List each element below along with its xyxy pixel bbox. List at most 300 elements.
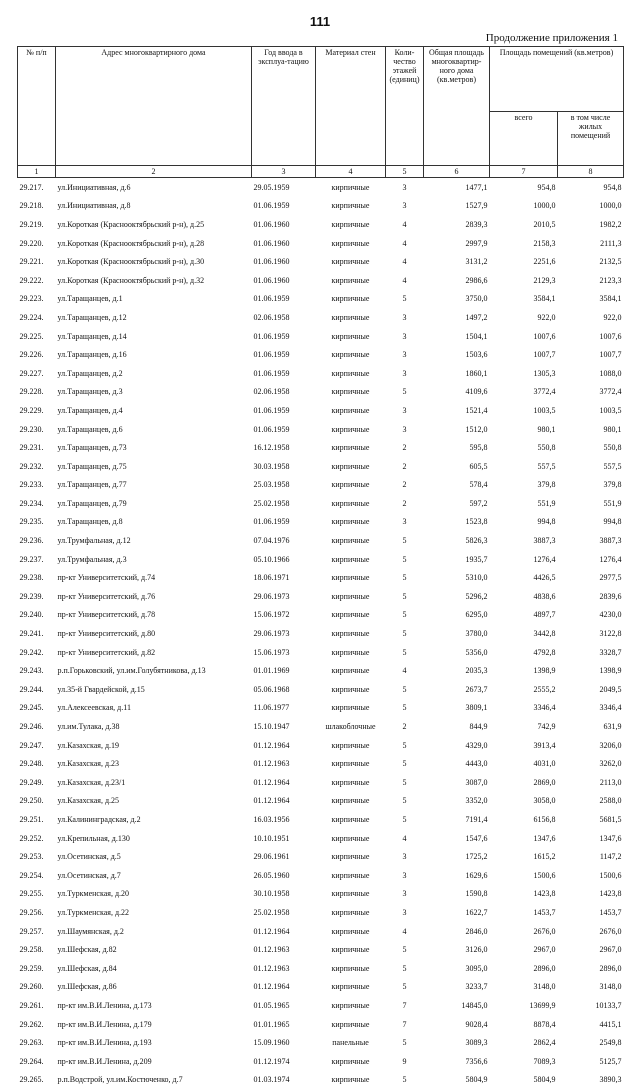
row-address: ул.Таращанцев, д.14 [56,327,252,346]
row-floors: 5 [386,940,424,959]
row-floors: 5 [386,792,424,811]
table-row [18,401,624,420]
row-year: 01.12.1963 [252,959,316,978]
row-premises-all: 6156,8 [490,810,558,829]
row-premises-living: 1007,7 [558,345,624,364]
row-floors: 5 [386,606,424,625]
column-number: 6 [424,166,490,178]
row-year: 01.12.1963 [252,754,316,773]
row-address: ул.Таращанцев, д.75 [56,457,252,476]
row-premises-living: 2676,0 [558,922,624,941]
row-material: кирпичные [316,1052,386,1071]
row-material: кирпичные [316,680,386,699]
row-number: 29.222. [18,271,56,290]
row-number: 29.251. [18,810,56,829]
row-total-area: 1497,2 [424,308,490,327]
row-premises-living: 631,9 [558,717,624,736]
row-address: р.п.Горьковский, ул.им.Голубятникова, д.13 [56,661,252,680]
table-row [18,364,624,383]
row-premises-all: 3058,0 [490,792,558,811]
row-floors: 2 [386,717,424,736]
row-floors: 5 [386,550,424,569]
table-row [18,680,624,699]
row-year: 01.06.1959 [252,364,316,383]
table-row [18,885,624,904]
row-year: 01.12.1964 [252,736,316,755]
row-number: 29.237. [18,550,56,569]
row-material: кирпичные [316,252,386,271]
row-floors: 3 [386,903,424,922]
row-premises-all: 7089,3 [490,1052,558,1071]
row-material: кирпичные [316,606,386,625]
row-premises-all: 1007,7 [490,345,558,364]
row-floors: 5 [386,1033,424,1052]
row-number: 29.238. [18,568,56,587]
row-total-area: 3087,0 [424,773,490,792]
row-total-area: 2035,3 [424,661,490,680]
row-floors: 5 [386,624,424,643]
table-row [18,1052,624,1071]
row-floors: 5 [386,383,424,402]
row-material: кирпичные [316,847,386,866]
header-floors: Коли-чество этажей (единиц) [386,47,424,166]
table-row [18,271,624,290]
table-row [18,996,624,1015]
row-year: 18.06.1971 [252,568,316,587]
row-total-area: 1503,6 [424,345,490,364]
row-address: ул.Инициативная, д.6 [56,178,252,197]
row-premises-all: 13699,9 [490,996,558,1015]
row-premises-living: 3148,0 [558,978,624,997]
row-material: кирпичные [316,1015,386,1034]
row-floors: 4 [386,922,424,941]
row-total-area: 3126,0 [424,940,490,959]
row-address: ул.Туркменская, д.20 [56,885,252,904]
row-premises-all: 994,8 [490,513,558,532]
row-material: кирпичные [316,308,386,327]
row-total-area: 3233,7 [424,978,490,997]
row-address: ул.им.Тулака, д.38 [56,717,252,736]
row-premises-living: 550,8 [558,438,624,457]
row-number: 29.229. [18,401,56,420]
row-number: 29.247. [18,736,56,755]
row-total-area: 2997,9 [424,234,490,253]
row-premises-living: 3262,0 [558,754,624,773]
row-premises-living: 3772,4 [558,383,624,402]
row-floors: 5 [386,736,424,755]
table-row [18,847,624,866]
row-year: 01.12.1974 [252,1052,316,1071]
row-material: кирпичные [316,996,386,1015]
row-material: кирпичные [316,383,386,402]
row-address: ул.Таращанцев, д.79 [56,494,252,513]
row-premises-living: 1276,4 [558,550,624,569]
row-material: кирпичные [316,327,386,346]
row-material: кирпичные [316,438,386,457]
row-premises-living: 1007,6 [558,327,624,346]
row-premises-all: 1003,5 [490,401,558,420]
row-total-area: 2986,6 [424,271,490,290]
row-premises-all: 2158,3 [490,234,558,253]
row-material: кирпичные [316,476,386,495]
row-floors: 7 [386,1015,424,1034]
table-row [18,903,624,922]
row-premises-all: 550,8 [490,438,558,457]
row-address: ул.Инициативная, д.8 [56,197,252,216]
row-premises-living: 10133,7 [558,996,624,1015]
row-year: 29.06.1961 [252,847,316,866]
row-premises-living: 551,9 [558,494,624,513]
row-floors: 3 [386,847,424,866]
row-total-area: 1547,6 [424,829,490,848]
row-floors: 4 [386,271,424,290]
row-number: 29.246. [18,717,56,736]
row-year: 16.12.1958 [252,438,316,457]
row-address: ул.Таращанцев, д.3 [56,383,252,402]
row-premises-living: 5681,5 [558,810,624,829]
table-row [18,308,624,327]
row-address: ул.Таращанцев, д.73 [56,438,252,457]
row-floors: 4 [386,252,424,271]
row-total-area: 3131,2 [424,252,490,271]
row-number: 29.230. [18,420,56,439]
row-total-area: 1622,7 [424,903,490,922]
table-row [18,178,624,197]
column-number: 3 [252,166,316,178]
row-premises-living: 1000,0 [558,197,624,216]
table-row [18,1015,624,1034]
row-material: кирпичные [316,810,386,829]
row-material: кирпичные [316,866,386,885]
apartment-buildings-table [17,46,624,1089]
row-material: кирпичные [316,215,386,234]
row-premises-living: 3584,1 [558,290,624,309]
row-material: кирпичные [316,531,386,550]
row-address: ул.Таращанцев, д.6 [56,420,252,439]
row-premises-living: 3328,7 [558,643,624,662]
row-premises-all: 557,5 [490,457,558,476]
row-number: 29.220. [18,234,56,253]
row-year: 01.06.1960 [252,271,316,290]
row-premises-living: 3122,8 [558,624,624,643]
row-total-area: 2839,3 [424,215,490,234]
row-floors: 3 [386,885,424,904]
row-number: 29.228. [18,383,56,402]
row-address: ул.Шефская, д.82 [56,940,252,959]
row-floors: 7 [386,996,424,1015]
row-number: 29.241. [18,624,56,643]
row-premises-all: 1500,6 [490,866,558,885]
page-number: 111 [0,14,640,29]
row-address: ул.Таращанцев, д.1 [56,290,252,309]
row-floors: 4 [386,829,424,848]
row-material: кирпичные [316,773,386,792]
table-row [18,699,624,718]
table-row [18,643,624,662]
row-premises-all: 1615,2 [490,847,558,866]
row-premises-all: 980,1 [490,420,558,439]
row-premises-all: 1000,0 [490,197,558,216]
row-premises-all: 1007,6 [490,327,558,346]
table-row [18,717,624,736]
row-address: пр-кт им.В.И.Ленина, д.179 [56,1015,252,1034]
row-material: кирпичные [316,364,386,383]
row-address: ул.Таращанцев, д.2 [56,364,252,383]
row-total-area: 3095,0 [424,959,490,978]
row-number: 29.235. [18,513,56,532]
row-number: 29.226. [18,345,56,364]
row-total-area: 6295,0 [424,606,490,625]
row-material: кирпичные [316,754,386,773]
column-number: 5 [386,166,424,178]
row-premises-all: 2251,6 [490,252,558,271]
row-number: 29.255. [18,885,56,904]
row-total-area: 3089,3 [424,1033,490,1052]
row-floors: 5 [386,773,424,792]
row-premises-all: 1305,3 [490,364,558,383]
row-premises-all: 2967,0 [490,940,558,959]
row-year: 01.06.1960 [252,215,316,234]
row-material: кирпичные [316,401,386,420]
row-address: пр-кт им.В.И.Ленина, д.173 [56,996,252,1015]
row-floors: 3 [386,197,424,216]
row-total-area: 1527,9 [424,197,490,216]
row-address: ул.Короткая (Краснооктябрьский р-н), д.32 [56,271,252,290]
row-number: 29.217. [18,178,56,197]
row-premises-all: 2862,4 [490,1033,558,1052]
row-premises-all: 4897,7 [490,606,558,625]
row-year: 01.05.1965 [252,996,316,1015]
table-row [18,438,624,457]
table-row [18,1071,624,1089]
row-total-area: 844,9 [424,717,490,736]
row-premises-all: 1453,7 [490,903,558,922]
row-year: 29.05.1959 [252,178,316,197]
row-total-area: 2673,7 [424,680,490,699]
row-premises-living: 1003,5 [558,401,624,420]
row-address: ул.Шаумянская, д.2 [56,922,252,941]
row-number: 29.264. [18,1052,56,1071]
row-material: кирпичные [316,494,386,513]
row-premises-living: 922,0 [558,308,624,327]
row-number: 29.223. [18,290,56,309]
row-material: кирпичные [316,661,386,680]
row-premises-living: 2113,0 [558,773,624,792]
row-number: 29.221. [18,252,56,271]
row-address: ул.Крепильная, д.130 [56,829,252,848]
row-year: 01.12.1964 [252,792,316,811]
row-number: 29.244. [18,680,56,699]
row-material: кирпичные [316,197,386,216]
row-premises-living: 1347,6 [558,829,624,848]
row-year: 29.06.1973 [252,624,316,643]
row-total-area: 7191,4 [424,810,490,829]
row-floors: 5 [386,680,424,699]
row-floors: 5 [386,1071,424,1089]
row-number: 29.248. [18,754,56,773]
row-total-area: 3750,0 [424,290,490,309]
row-floors: 5 [386,568,424,587]
table-row [18,829,624,848]
row-premises-living: 2123,3 [558,271,624,290]
header-premises-living: в том числе жилых помещений [558,112,624,166]
row-total-area: 605,5 [424,457,490,476]
row-year: 01.01.1965 [252,1015,316,1034]
header-year: Год ввода в эксплуа-тацию [252,47,316,166]
row-material: шлакоблочные [316,717,386,736]
table-row [18,476,624,495]
row-material: кирпичные [316,345,386,364]
table-row [18,661,624,680]
row-address: ул.Шефская, д.86 [56,978,252,997]
row-year: 01.06.1959 [252,420,316,439]
row-material: кирпичные [316,420,386,439]
table-row [18,959,624,978]
row-number: 29.254. [18,866,56,885]
table-row [18,940,624,959]
row-premises-living: 1398,9 [558,661,624,680]
row-premises-living: 1147,2 [558,847,624,866]
row-floors: 5 [386,959,424,978]
row-material: кирпичные [316,959,386,978]
column-number: 1 [18,166,56,178]
row-total-area: 5296,2 [424,587,490,606]
row-year: 02.06.1958 [252,308,316,327]
table-row [18,197,624,216]
row-address: ул.Казахская, д.23 [56,754,252,773]
row-total-area: 578,4 [424,476,490,495]
row-address: ул.Таращанцев, д.77 [56,476,252,495]
row-address: ул.Короткая (Краснооктябрьский р-н), д.28 [56,234,252,253]
row-address: пр-кт Университетский, д.82 [56,643,252,662]
row-total-area: 1504,1 [424,327,490,346]
column-number: 4 [316,166,386,178]
row-premises-all: 8878,4 [490,1015,558,1034]
row-number: 29.243. [18,661,56,680]
row-premises-all: 3584,1 [490,290,558,309]
row-material: кирпичные [316,736,386,755]
table-row [18,234,624,253]
table-row [18,383,624,402]
table-row [18,1033,624,1052]
row-total-area: 1590,8 [424,885,490,904]
row-floors: 5 [386,587,424,606]
row-total-area: 1725,2 [424,847,490,866]
row-total-area: 595,8 [424,438,490,457]
row-material: кирпичные [316,940,386,959]
row-premises-all: 3442,8 [490,624,558,643]
header-total-area: Общая площадь многоквартир-ного дома (кв.метров) [424,47,490,166]
row-premises-all: 2129,3 [490,271,558,290]
row-material: кирпичные [316,699,386,718]
row-year: 01.06.1959 [252,290,316,309]
row-year: 01.06.1959 [252,345,316,364]
row-address: пр-кт им.В.И.Ленина, д.209 [56,1052,252,1071]
row-address: ул.Таращанцев, д.4 [56,401,252,420]
row-year: 15.06.1972 [252,606,316,625]
header-address: Адрес многоквартирного дома [56,47,252,166]
row-material: кирпичные [316,792,386,811]
row-total-area: 1512,0 [424,420,490,439]
row-address: ул.Осетинская, д.5 [56,847,252,866]
row-number: 29.252. [18,829,56,848]
row-total-area: 5356,0 [424,643,490,662]
row-address: пр-кт Университетский, д.74 [56,568,252,587]
row-total-area: 4109,6 [424,383,490,402]
row-floors: 2 [386,476,424,495]
row-address: ул.Казахская, д.23/1 [56,773,252,792]
row-address: ул.Короткая (Краснооктябрьский р-н), д.30 [56,252,252,271]
row-number: 29.232. [18,457,56,476]
table-row [18,587,624,606]
row-total-area: 14845,0 [424,996,490,1015]
row-premises-living: 379,8 [558,476,624,495]
row-floors: 3 [386,364,424,383]
row-premises-all: 3913,4 [490,736,558,755]
row-number: 29.250. [18,792,56,811]
row-year: 01.03.1974 [252,1071,316,1089]
row-total-area: 3809,1 [424,699,490,718]
row-total-area: 1935,7 [424,550,490,569]
row-total-area: 3780,0 [424,624,490,643]
row-number: 29.233. [18,476,56,495]
table-row [18,457,624,476]
row-address: ул.Таращанцев, д.12 [56,308,252,327]
row-total-area: 4329,0 [424,736,490,755]
table-row [18,345,624,364]
row-total-area: 4443,0 [424,754,490,773]
row-number: 29.242. [18,643,56,662]
row-premises-living: 3346,4 [558,699,624,718]
row-total-area: 3352,0 [424,792,490,811]
row-number: 29.236. [18,531,56,550]
row-number: 29.249. [18,773,56,792]
header-num: № п/п [18,47,56,166]
row-year: 01.12.1963 [252,940,316,959]
row-premises-all: 1398,9 [490,661,558,680]
row-number: 29.219. [18,215,56,234]
row-year: 26.05.1960 [252,866,316,885]
row-number: 29.259. [18,959,56,978]
row-number: 29.231. [18,438,56,457]
row-material: кирпичные [316,903,386,922]
row-premises-living: 1500,6 [558,866,624,885]
table-row [18,978,624,997]
table-row [18,754,624,773]
table-row [18,327,624,346]
row-floors: 3 [386,513,424,532]
row-floors: 2 [386,494,424,513]
row-number: 29.265. [18,1071,56,1089]
row-material: кирпичные [316,290,386,309]
row-material: кирпичные [316,922,386,941]
row-premises-living: 2111,3 [558,234,624,253]
row-material: кирпичные [316,829,386,848]
row-number: 29.258. [18,940,56,959]
row-year: 01.12.1964 [252,773,316,792]
row-address: ул.Туркменская, д.22 [56,903,252,922]
table-row [18,531,624,550]
row-total-area: 7356,6 [424,1052,490,1071]
row-premises-all: 3346,4 [490,699,558,718]
row-floors: 3 [386,866,424,885]
table-row [18,290,624,309]
table-row [18,513,624,532]
table-row [18,252,624,271]
row-premises-all: 5804,9 [490,1071,558,1089]
row-floors: 3 [386,308,424,327]
row-year: 15.10.1947 [252,717,316,736]
